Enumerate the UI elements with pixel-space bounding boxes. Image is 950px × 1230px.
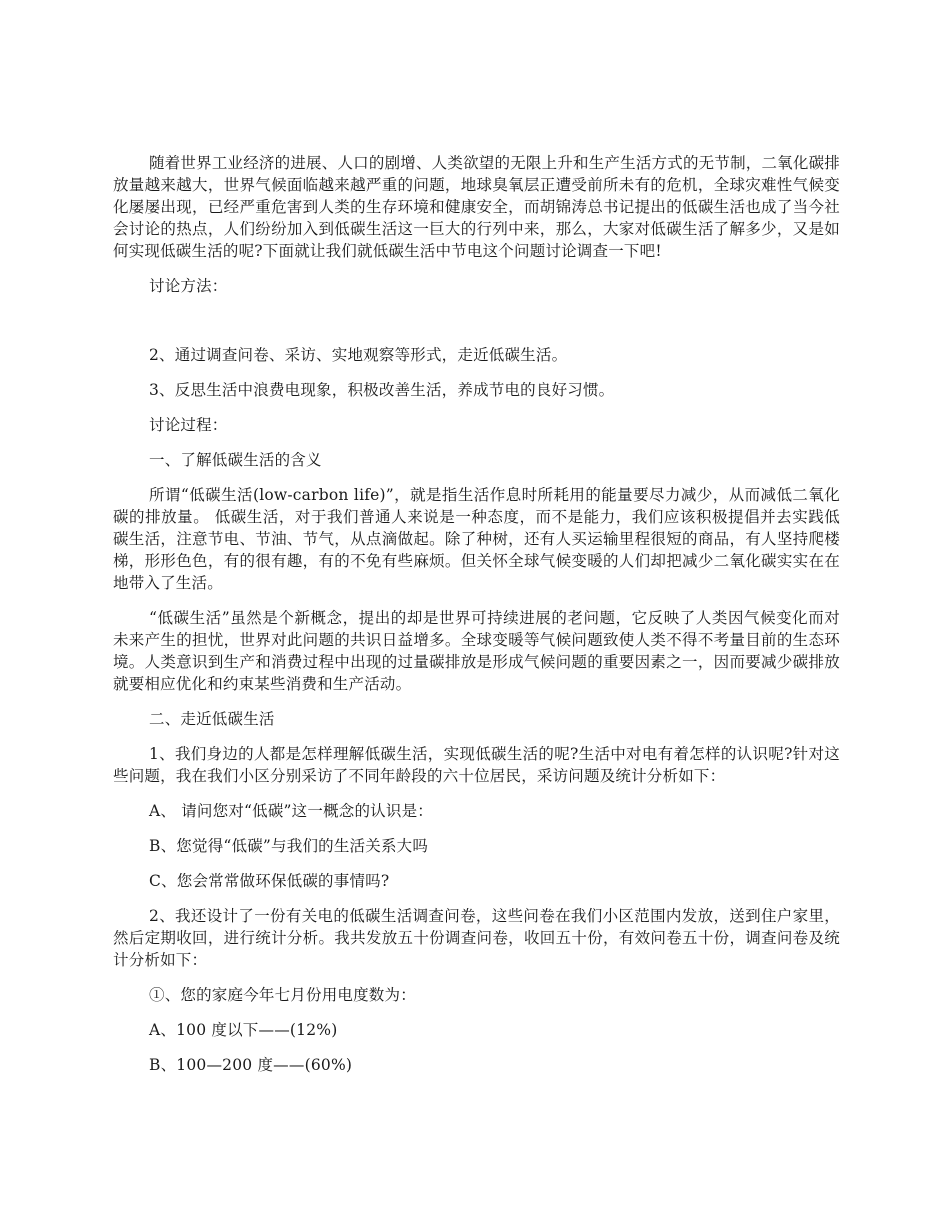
concept-paragraph: “低碳生活”虽然是个新概念，提出的却是世界可持续进展的老问题，它反映了人类因气候变化而对未来产生的担忧，世界对此问题的共识日益增多。全球变暖等气候问题致使人类不得不考量目前的生态环境。人类意识到生产和消费过程中出现的过量碳排放是形成气候问题的重要因素之一，因而要减少碳排放就要相应优化和约束某些消费和生产活动。: [113, 609, 840, 693]
document-body: [113, 152, 840, 1089]
method-item-2: 2、通过调查问卷、采访、实地观察等形式，走近低碳生活。: [149, 346, 568, 364]
interview-paragraph: 1、我们身边的人都是怎样理解低碳生活，实现低碳生活的呢?生活中对电有着怎样的认识呢?针对这些问题，我在我们小区分别采访了不同年龄段的六十位居民，采访问题及统计分析如下：: [113, 745, 840, 785]
question-c: C、您会常常做环保低碳的事情吗?: [149, 872, 390, 890]
process-heading: 讨论过程：: [149, 416, 228, 434]
survey-question-1: ①、您的家庭今年七月份用电度数为：: [149, 986, 416, 1004]
question-a: A、 请问您对“低碳”这一概念的认识是：: [149, 802, 433, 820]
intro-paragraph: 随着世界工业经济的进展、人口的剧增、人类欲望的无限上升和生产生活方式的无节制，二氧化碳排放量越来越大，世界气候面临越来越严重的问题，地球臭氧层正遭受前所未有的危机，全球灾难性气候变化屡屡出现，已经严重危害到人类的生存环境和健康安全，而胡锦涛总书记提出的低碳生活也成了当今社会讨论的热点，人们纷纷加入到低碳生活这一巨大的行列中来，那么，大家对低碳生活了解多少，又是如何实现低碳生活的呢?下面就让我们就低碳生活中节电这个问题讨论调查一下吧!: [113, 154, 840, 260]
method-item-3: 3、反思生活中浪费电现象，积极改善生活，养成节电的良好习惯。: [149, 381, 615, 399]
section-heading-2: 二、走近低碳生活: [149, 710, 275, 728]
section-heading-1: 一、了解低碳生活的含义: [149, 451, 322, 469]
definition-paragraph: 所谓“低碳生活(low-carbon life)”，就是指生活作息时所耗用的能量要尽力减少，从而减低二氧化碳的排放量。 低碳生活，对于我们普通人来说是一种态度，而不是能力，我们应该积极提倡并去实践低碳生活，注意节电、节油、节气，从点滴做起。除了种树，还有人买运输里程很短的商品，有人坚持爬楼梯，形形色色，有的很有趣，有的不免有些麻烦。但关怀全球气候变暖的人们却把减少二氧化碳实实在在地带入了生活。: [113, 486, 840, 592]
survey-answer-b: B、100—200 度——(60%): [149, 1056, 353, 1074]
survey-answer-a: A、100 度以下——(12%): [149, 1021, 338, 1039]
survey-paragraph: 2、我还设计了一份有关电的低碳生活调查问卷，这些问卷在我们小区范围内发放，送到住户家里，然后定期收回，进行统计分析。我共发放五十份调查问卷，收回五十份，有效问卷五十份，调查问卷及统计分析如下：: [113, 907, 840, 969]
method-heading: 讨论方法：: [149, 277, 228, 295]
question-b: B、您觉得“低碳”与我们的生活关系大吗: [149, 837, 429, 855]
